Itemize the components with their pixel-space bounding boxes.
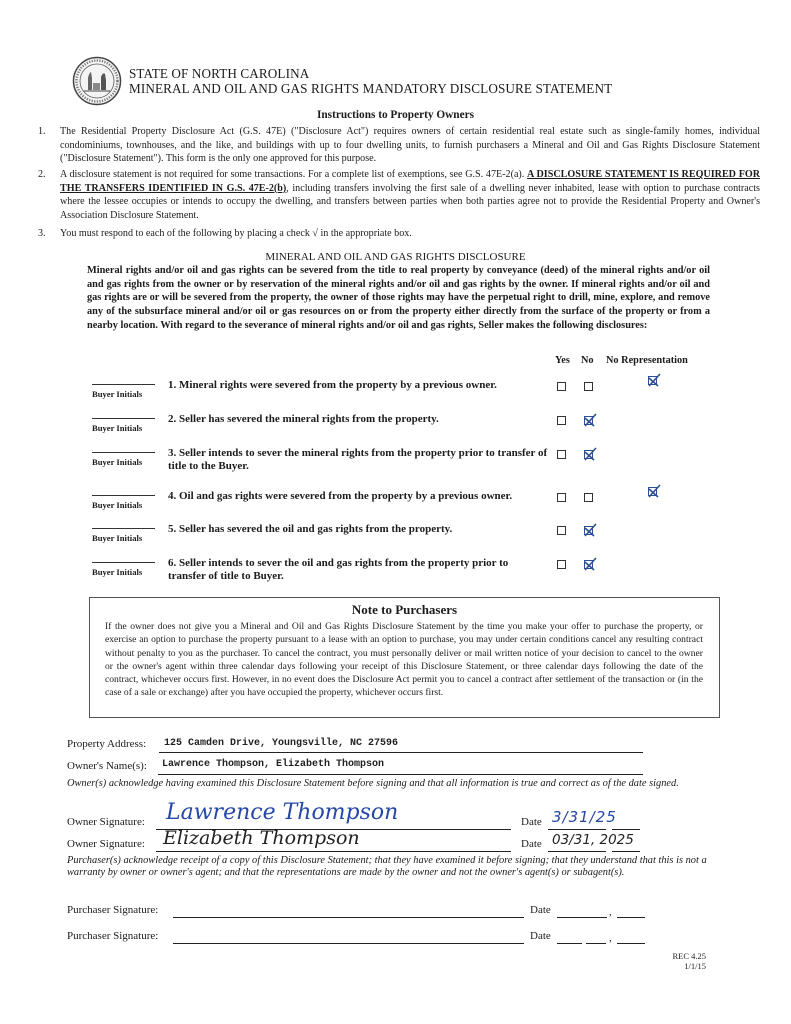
disclosure-row (0, 410, 791, 444)
buyer-initials-line[interactable] (92, 562, 155, 563)
instruction-number: 3. (38, 228, 46, 239)
date-line (548, 851, 606, 852)
yes-checkbox[interactable] (557, 560, 566, 569)
purchaser-signature-label: Purchaser Signature: (67, 930, 159, 942)
owner-date-1[interactable]: 3/31/25 (552, 808, 617, 826)
form-code (664, 951, 706, 971)
note-body: If the owner does not give you a Mineral and Oil and Gas Rights Disclosure Statement by the time you make your offer to purchase the property, or exercise an option to purchase the property pursuant to a lease with an option to purchase, you may under certain conditions cancel any resulting contract without penalty to you as the purchaser. To cancel the contract, you must personally deliver or mail written notice of your decision to cancel to the owner or the owner's agent within three calendar days following your receipt of this Disclosure Statement, or three calendar days following the date of the contract, whichever occurs first. However, in no event does the Disclosure Act permit you to cancel a contract after settlement of the transaction or (in the case of a sale or exchange) after you have occupied the property, whichever occurs first. (105, 621, 703, 699)
instruction-emphasis: A DISCLOSURE STATEMENT IS REQUIRED FOR THE TRANSFERS IDENTIFIED IN G.S. 47E-2(b) (60, 169, 760, 194)
date-year-line (612, 851, 640, 852)
question-text: 3. Seller intends to sever the mineral rights from the property prior to transfer of title to the Buyer. (168, 447, 548, 472)
column-header-no: No (581, 355, 594, 366)
date-label: Date (530, 930, 551, 942)
date-comma: , (609, 906, 612, 918)
buyer-initials-line[interactable] (92, 384, 155, 385)
yes-checkbox[interactable] (557, 382, 566, 391)
check-mark-icon (582, 556, 598, 572)
buyer-initials-line[interactable] (92, 495, 155, 496)
purchaser-signature-line[interactable] (173, 917, 524, 918)
no-checkbox[interactable] (584, 526, 593, 535)
buyer-initials-label: Buyer Initials (92, 567, 143, 577)
owner-names-field[interactable]: Lawrence Thompson, Elizabeth Thompson (162, 759, 385, 770)
instruction-number: 2. (38, 169, 46, 180)
owner-acknowledgement: Owner(s) acknowledge having examined this Disclosure Statement before signing and that all information is true and correct as of the date signed. (67, 778, 679, 789)
question-text: 5. Seller has severed the oil and gas rights from the property. (168, 523, 453, 535)
disclosure-row (0, 487, 791, 521)
date-label: Date (521, 838, 542, 850)
yes-checkbox[interactable] (557, 450, 566, 459)
disclosure-heading: MINERAL AND OIL AND GAS RIGHTS DISCLOSURE (265, 251, 526, 263)
buyer-initials-label: Buyer Initials (92, 533, 143, 543)
no-checkbox[interactable] (584, 493, 593, 502)
instruction-text: You must respond to each of the following by placing a check √ in the appropriate box. (60, 228, 412, 239)
instruction-number: 1. (38, 126, 46, 137)
form-number: REC 4.25 (672, 951, 706, 961)
no-representation-checkbox[interactable] (648, 376, 657, 385)
no-checkbox[interactable] (584, 560, 593, 569)
property-address-field[interactable]: 125 Camden Drive, Youngsville, NC 27596 (164, 738, 399, 749)
purchaser-signature-label: Purchaser Signature: (67, 904, 159, 916)
owner-signature-label: Owner Signature: (67, 816, 145, 828)
no-representation-checkbox[interactable] (648, 487, 657, 496)
column-header-yes: Yes (555, 355, 570, 366)
instructions-heading: Instructions to Property Owners (317, 109, 474, 121)
check-mark-icon (646, 372, 662, 388)
buyer-initials-label: Buyer Initials (92, 457, 143, 467)
buyer-initials-label: Buyer Initials (92, 500, 143, 510)
property-address-label: Property Address: (67, 738, 147, 750)
check-mark-icon (646, 483, 662, 499)
instruction-text: The Residential Property Disclosure Act (G.S. 47E) ("Disclosure Act") requires owners of certain residential real estate such as single-family homes, individual condominiums, townhouses, and the like, and buildings with up to four dwelling units, to furnish purchasers a Mineral and Oil and Gas Rights Disclosure Statement ("Disclosure Statement"). This form is the only one approved for this purpose. (60, 126, 760, 165)
instruction-text-after: , including transfers involving the first sale of a dwelling never inhabited, lease with option to purchase contracts where the lessee occupies or intends to occupy the dwelling, and transfers between parties when both parties agree not to provide the Residential Property and Owner's Association Disclosure Statement. (60, 182, 760, 221)
question-text: 2. Seller has severed the mineral rights from the property. (168, 413, 439, 425)
buyer-initials-line[interactable] (92, 452, 155, 453)
buyer-initials-label: Buyer Initials (92, 423, 143, 433)
check-mark-icon (582, 412, 598, 428)
no-checkbox[interactable] (584, 416, 593, 425)
yes-checkbox[interactable] (557, 493, 566, 502)
purchaser-date-line[interactable] (557, 943, 582, 944)
property-address-underline (159, 752, 643, 753)
purchaser-date-line[interactable] (557, 917, 607, 918)
note-title: Note to Purchasers (351, 602, 458, 617)
date-line (548, 829, 606, 830)
purchaser-date-year-line[interactable] (617, 917, 645, 918)
purchaser-signature-line[interactable] (173, 943, 524, 944)
buyer-initials-line[interactable] (92, 418, 155, 419)
date-label: Date (521, 816, 542, 828)
nc-state-seal-icon (72, 56, 122, 106)
form-title: MINERAL AND OIL AND GAS RIGHTS MANDATORY DISCLOSURE STATEMENT (129, 81, 613, 96)
date-year-line (612, 829, 640, 830)
yes-checkbox[interactable] (557, 526, 566, 535)
disclosure-row (0, 520, 791, 554)
instruction-text (60, 168, 760, 222)
disclosure-row (0, 554, 791, 588)
question-text: 1. Mineral rights were severed from the property by a previous owner. (168, 379, 497, 391)
state-title: STATE OF NORTH CAROLINA (129, 66, 310, 81)
check-mark-icon (582, 522, 598, 538)
buyer-initials-line[interactable] (92, 528, 155, 529)
no-checkbox[interactable] (584, 382, 593, 391)
owner-date-2[interactable]: 03/31, 2025 (552, 832, 634, 848)
no-checkbox[interactable] (584, 450, 593, 459)
question-text: 6. Seller intends to sever the oil and gas rights from the property prior to transfer of title to Buyer. (168, 557, 509, 582)
question-text: 4. Oil and gas rights were severed from the property by a previous owner. (168, 490, 513, 502)
purchaser-date-line[interactable] (586, 943, 606, 944)
date-label: Date (530, 904, 551, 916)
disclosure-paragraph: Mineral rights and/or oil and gas rights can be severed from the title to real property by conveyance (deed) of the mineral rights and/or oil and gas rights from the owner or by reservation of the mineral rights and/or oil and gas rights by the owner. If mineral rights and/or oil and gas rights are or will be severed from the property, the owner of those rights may have the perpetual right to drill, mine, explore, and remove any of the subsurface mineral and/or oil or gas resources on or from the property either directly from the surface of the property or from a nearby location. With regard to the severance of mineral rights and/or oil and gas rights, Seller makes the following disclosures: (87, 265, 710, 331)
check-mark-icon (582, 446, 598, 462)
purchaser-date-year-line[interactable] (617, 943, 645, 944)
owner-signature-1[interactable]: Lawrence Thompson (166, 800, 399, 825)
owner-names-underline (158, 774, 643, 775)
note-to-purchasers (89, 597, 720, 718)
disclosure-row (0, 376, 791, 410)
instruction-text-before: A disclosure statement is not required for some transactions. For a complete list of exemptions, see G.S. 47E-2(a). (60, 169, 528, 180)
owner-signature-line (156, 851, 511, 852)
yes-checkbox[interactable] (557, 416, 566, 425)
date-comma: , (609, 932, 612, 944)
column-header-no-representation: No Representation (606, 355, 688, 366)
form-revision: 1/1/15 (684, 961, 706, 971)
buyer-initials-label: Buyer Initials (92, 389, 143, 399)
owner-signature-label: Owner Signature: (67, 838, 145, 850)
owner-signature-2[interactable]: Elizabeth Thompson (163, 827, 360, 849)
disclosure-row (0, 444, 791, 478)
purchaser-acknowledgement: Purchaser(s) acknowledge receipt of a copy of this Disclosure Statement; that they have examined it before signing; that they understand that this is not a warranty by owner or owner's agent; and that the representations are made by the owner and not the owner's agent(s) or subagent(s). (67, 855, 707, 878)
owner-names-label: Owner's Name(s): (67, 760, 147, 772)
